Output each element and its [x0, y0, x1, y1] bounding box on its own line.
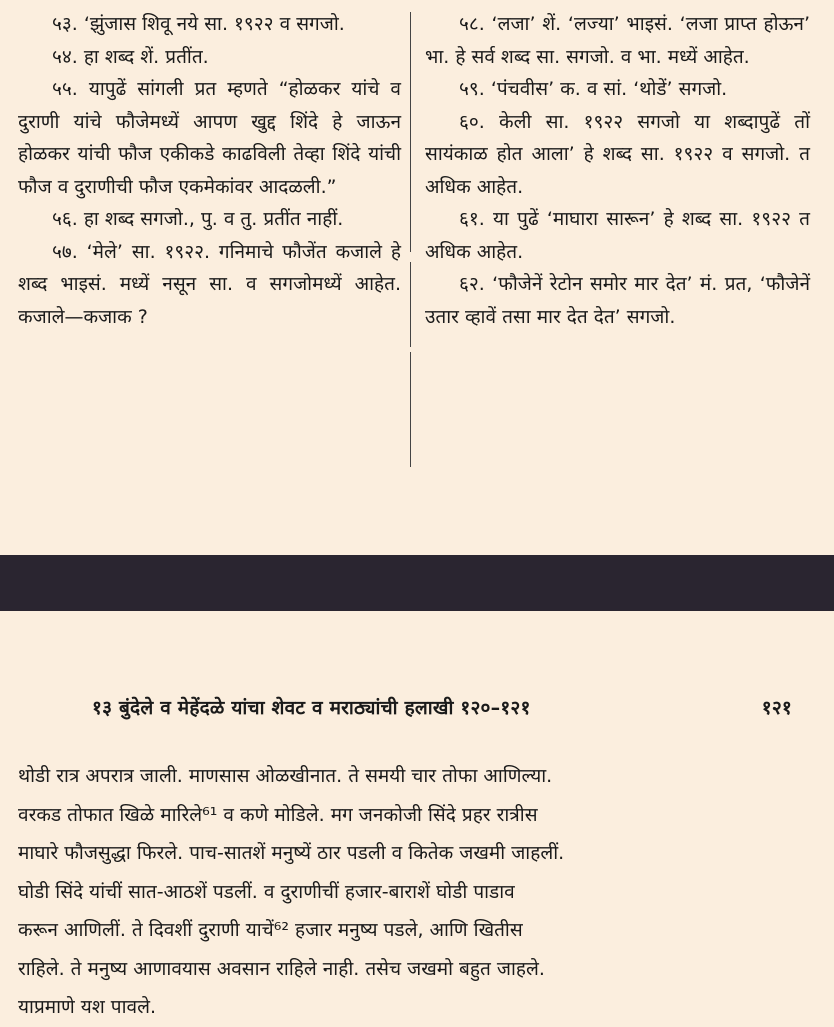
body-line: याप्रमाणे यश पावले.	[18, 996, 156, 1018]
column-divider-upper	[410, 12, 411, 252]
running-head-title: १३ बुंदेले व मेहेंदळे यांचा शेवट व मराठ्यांची हलाखी १२०–१२१	[92, 697, 531, 719]
body-paragraph	[18, 757, 800, 1027]
body-line: वरकड तोफात खिळे मारिले⁶¹ व कणे मोडिले. मग जनकोजी सिंदे प्रहर रात्रीस	[18, 803, 538, 826]
body-line: करून आणिलीं. ते दिवशीं दुराणी याचें⁶² हजार मनुष्य पडले, आणि खितीस	[18, 919, 523, 941]
column-divider-lower	[410, 352, 411, 467]
footnote-54: ५४. हा शब्द शें. प्रतींत.	[52, 45, 209, 68]
footnote-61: ६१. या पुढें ‘माघारा सारून’ हे शब्द सा. १९२२ त अधिक आहेत.	[425, 208, 810, 263]
page-number: १२१	[761, 697, 792, 719]
footnote-60: ६०. केली सा. १९२२ सगजो या शब्दापुढें तों सायंकाळ होत आला’ हे शब्द सा. १९२२ व सगजो. त अधिक आहेत.	[425, 110, 810, 198]
footnote-59: ५९. ‘पंचवीस’ क. व सां. ‘थोडें’ सगजो.	[459, 78, 728, 100]
running-head	[92, 694, 792, 720]
footnote-55: ५५. यापुढें सांगली प्रत म्हणते “होळकर यांचे व दुराणी यांचे फौजेमध्यें आपण खुद्द शिंदे हे जाऊन होळकर यांची फौज एकीकडे काढविली तेव्हा शिंदे यांची फौज व दुराणीची फौज एकमेकांवर आदळली.”	[18, 78, 401, 198]
footnote-53: ५३. ‘झुंजास शिवू नये सा. १९२२ व सगजो.	[52, 13, 345, 35]
body-line: राहिले. ते मनुष्य आणावयास अवसान राहिले नाही. तसेच जखमो बहुत जाहले.	[18, 957, 545, 980]
body-line: माघारे फौजसुद्धा फिरले. पाच-सातशें मनुष्यें ठार पडली व कितेक जखमी जाहलीं.	[18, 842, 565, 864]
footnote-62: ६२. ‘फौजेनें रेटोन समोर मार देत’ मं. प्रत, ‘फौजेनें उतार व्हावें तसा मार देत देत’ सगजो.	[425, 273, 810, 328]
footnote-56: ५६. हा शब्द सगजो., पु. व तु. प्रतींत नाहीं.	[52, 208, 344, 230]
footnote-57: ५७. ‘मेले’ सा. १९२२. गनिमाचे फौजेंत कजाले हे शब्द भाइसं. मध्यें नसून सा. व सगजोमध्यें आहेत. कजाले—कजाक ?	[18, 240, 401, 328]
left-footnote-column	[18, 8, 401, 333]
page-gap-band	[0, 555, 834, 611]
body-line: थोडी रात्र अपरात्र जाली. माणसास ओळखीनात. ते समयी चार तोफा आणिल्या.	[18, 765, 553, 787]
body-line: घोडी सिंदे यांचीं सात-आठशें पडलीं. व दुराणीचीं हजार-बाराशें घोडी पाडाव	[18, 880, 515, 903]
column-divider-middle	[410, 262, 411, 347]
footnote-58: ५८. ‘लजा’ शें. ‘लज्या’ भाइसं. ‘लजा प्राप्त होऊन’ भा. हे सर्व शब्द सा. सगजो. व भा. मध्यें आहेत.	[425, 13, 810, 68]
right-footnote-column	[425, 8, 810, 333]
